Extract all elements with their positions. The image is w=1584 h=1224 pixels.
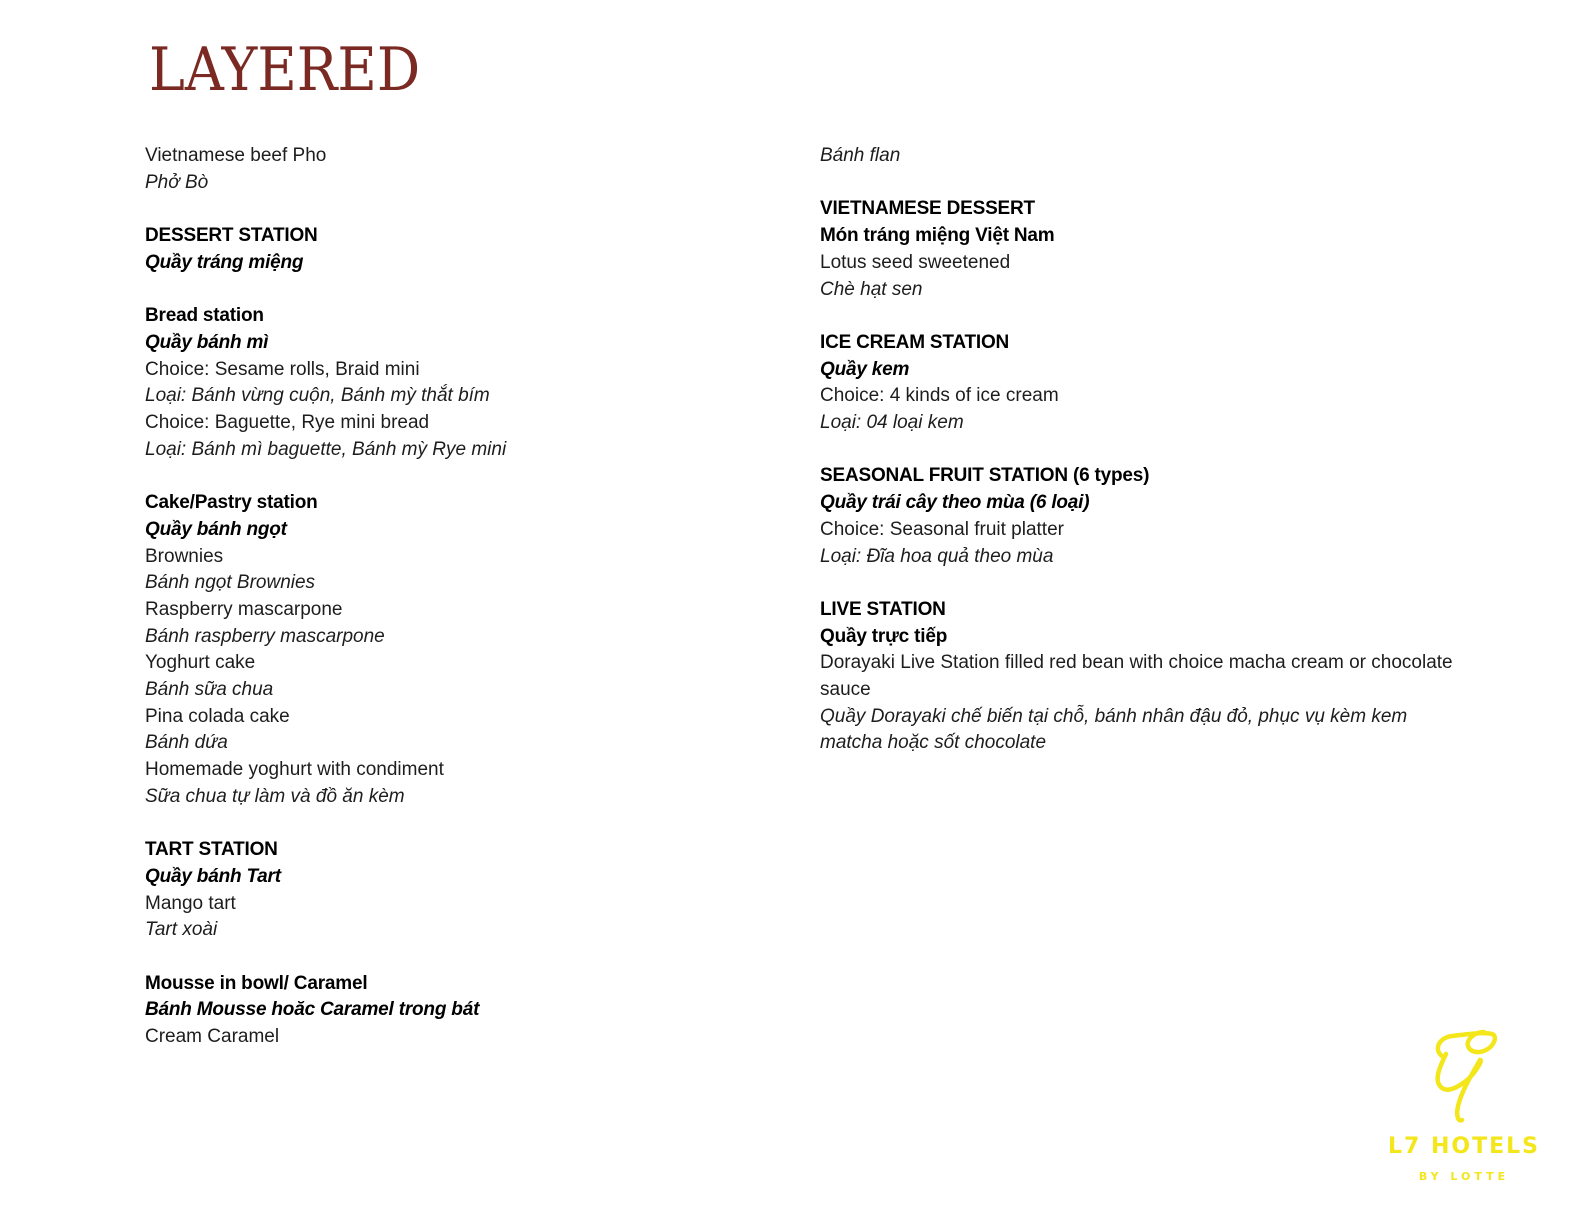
menu-item: Choice: Baguette, Rye mini bread (145, 412, 430, 433)
menu-item: Homemade yoghurt with condiment (145, 759, 444, 781)
section-heading-vietnamese: Quầy bánh Tart (145, 865, 281, 887)
menu-item: Dorayaki Live Station filled red bean with choice macha cream or chocolate sauce (820, 652, 1453, 700)
menu-item: Raspberry mascarpone (145, 598, 343, 620)
menu-item-vietnamese: Phở Bò (145, 171, 209, 193)
section-gap (820, 303, 1460, 330)
section-heading: Mousse in bowl/ Caramel (145, 972, 368, 994)
section-heading: LIVE STATION (820, 598, 946, 620)
section-gap (145, 811, 785, 838)
menu-item-vietnamese: Bánh raspberry mascarpone (145, 625, 385, 647)
menu-item: Choice: 4 kinds of ice cream (820, 385, 1059, 407)
brand-title: LAYERED (149, 35, 421, 105)
section-heading-vietnamese: Quầy tráng miệng (145, 251, 304, 273)
section-gap (820, 570, 1460, 597)
section-gap (145, 463, 785, 490)
menu-item-vietnamese: Loại: 04 loại kem (820, 412, 964, 433)
section-heading: Quầy trực tiếp (820, 625, 948, 647)
menu-item-vietnamese: Sữa chua tự làm và đồ ăn kèm (145, 785, 405, 807)
section-gap (145, 196, 785, 223)
menu-item: Cream Caramel (145, 1026, 280, 1048)
menu-item: Choice: Sesame rolls, Braid mini (145, 358, 420, 380)
section-gap (820, 170, 1460, 197)
section-heading-vietnamese: Quầy bánh ngọt (145, 518, 287, 540)
menu-item-vietnamese: Bánh sữa chua (145, 679, 274, 701)
menu-item-vietnamese: Bánh dứa (145, 732, 228, 754)
menu-item: Lotus seed sweetened (820, 251, 1011, 273)
menu-column-right (820, 143, 1460, 757)
section-heading-vietnamese: Quầy bánh mì (145, 331, 269, 353)
menu-item-vietnamese: Bánh flan (820, 145, 901, 166)
section-heading-vietnamese: Quầy trái cây theo mùa (6 loại) (820, 492, 1090, 514)
section-gap (820, 437, 1460, 464)
menu-item: Yoghurt cake (145, 652, 256, 674)
section-gap (145, 277, 785, 304)
menu-item-vietnamese: Chè hạt sen (820, 278, 923, 300)
menu-item-vietnamese: Quầy Dorayaki chế biến tại chỗ, bánh nhân đậu đỏ, phục vụ kèm kem matcha hoặc sốt chocolate (820, 705, 1408, 754)
section-heading: VIETNAMESE DESSERT (820, 198, 1035, 220)
l7-script-icon (1428, 1026, 1500, 1126)
menu-item-vietnamese: Bánh ngọt Brownies (145, 572, 316, 594)
menu-column-left (145, 143, 785, 1051)
hotel-logo (1388, 1026, 1540, 1192)
menu-item: Choice: Seasonal fruit platter (820, 518, 1064, 540)
section-heading: DESSERT STATION (145, 225, 318, 247)
logo-name: L7 HOTELS (1388, 1134, 1540, 1159)
section-heading: ICE CREAM STATION (820, 331, 1010, 353)
section-heading: Cake/Pastry station (145, 492, 318, 514)
menu-item-vietnamese: Loại: Bánh mì baguette, Bánh mỳ Rye mini (145, 438, 507, 460)
section-heading: Bread station (145, 305, 264, 327)
menu-item-vietnamese: Loại: Đĩa hoa quả theo mùa (820, 545, 1054, 567)
menu-item: Pina colada cake (145, 705, 290, 727)
logo-subtitle: BY LOTTE (1418, 1170, 1510, 1183)
section-heading: SEASONAL FRUIT STATION (6 types) (820, 465, 1150, 487)
menu-item: Brownies (145, 545, 224, 567)
section-heading: TART STATION (145, 839, 278, 861)
menu-item: Vietnamese beef Pho (145, 145, 327, 166)
menu-item-vietnamese: Loại: Bánh vừng cuộn, Bánh mỳ thắt bím (145, 385, 490, 407)
menu-item-vietnamese: Tart xoài (145, 919, 218, 941)
section-heading-vietnamese: Quầy kem (820, 358, 910, 380)
section-gap (145, 944, 785, 971)
section-heading: Món tráng miệng Việt Nam (820, 225, 1055, 247)
menu-item: Mango tart (145, 892, 236, 914)
section-heading-vietnamese: Bánh Mousse hoăc Caramel trong bát (145, 999, 480, 1021)
